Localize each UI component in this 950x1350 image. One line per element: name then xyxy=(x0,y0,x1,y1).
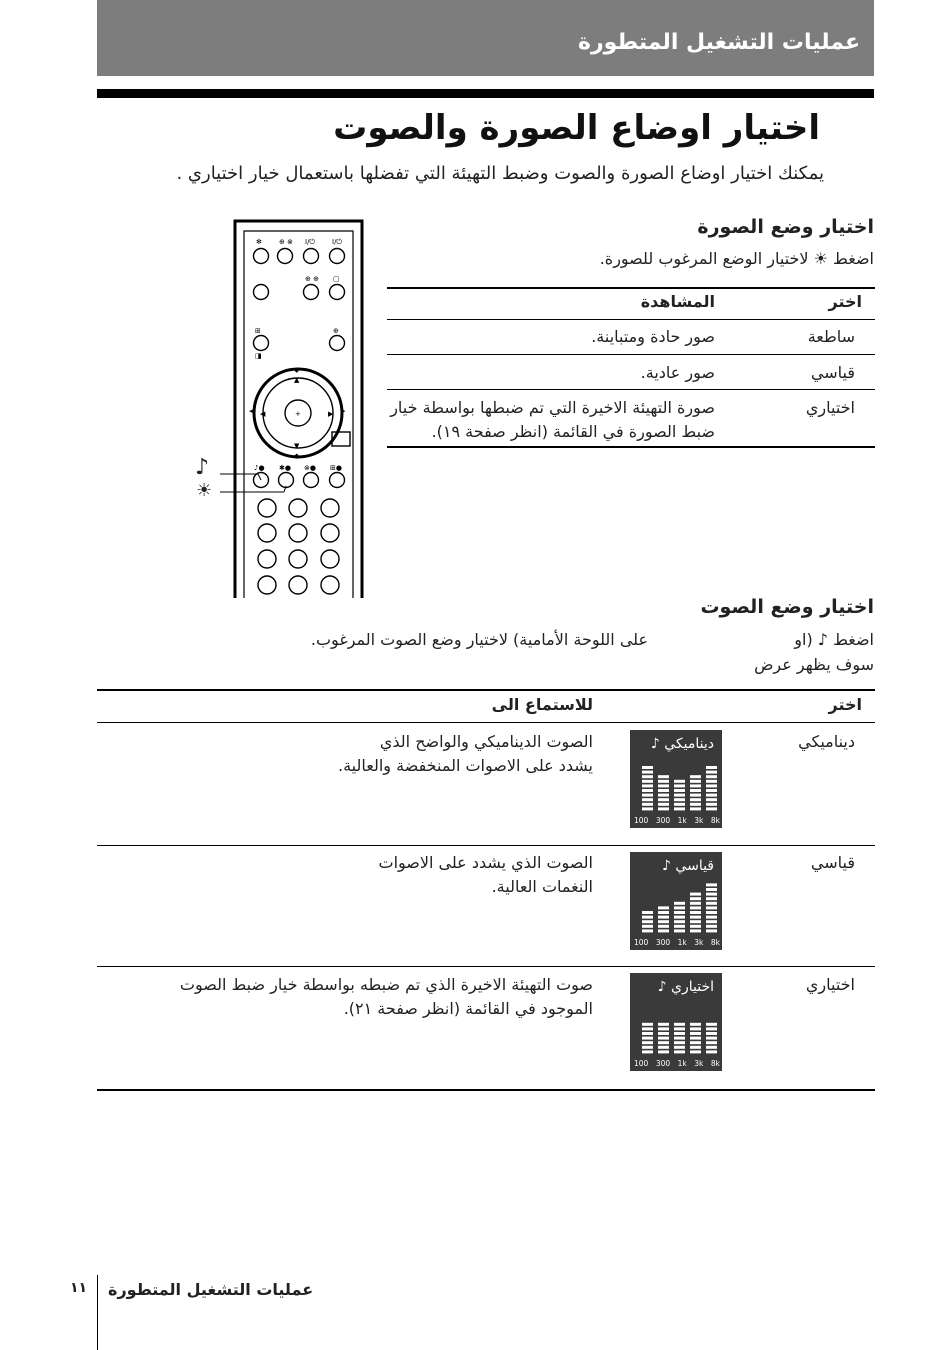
sound-instruction-press: اضغط ♪ (او xyxy=(794,630,874,649)
picture-section-title: اختيار وضع الصورة xyxy=(697,216,874,238)
eq-bar-segment xyxy=(674,1041,685,1044)
eq-bar-segment xyxy=(706,798,717,801)
picture-table-top-rule xyxy=(387,287,875,289)
eq-bar-segment xyxy=(706,771,717,774)
eq-bar-segment xyxy=(674,803,685,806)
eq-bar-segment xyxy=(642,775,653,778)
svg-text:⊕ ⊗: ⊕ ⊗ xyxy=(279,238,293,246)
eq-bar-segment xyxy=(658,780,669,783)
picture-row-mode: ساطعة xyxy=(807,327,855,346)
footer-section-title: عمليات التشغيل المتطورة xyxy=(108,1280,314,1299)
svg-text:▼: ▼ xyxy=(294,442,300,450)
eq-bar-segment xyxy=(674,1037,685,1040)
eq-freq-label: 1k xyxy=(677,938,687,947)
eq-bar-segment xyxy=(642,911,653,914)
svg-text:◆: ◆ xyxy=(294,366,300,374)
footer-divider xyxy=(97,1275,98,1350)
svg-text:✱●: ✱● xyxy=(279,464,291,472)
eq-bar-segment xyxy=(690,897,701,900)
eq-bar-segment xyxy=(642,1050,653,1053)
eq-bar-segment xyxy=(674,1046,685,1049)
eq-bar-segment xyxy=(642,1032,653,1035)
svg-text:⊞: ⊞ xyxy=(255,327,261,335)
eq-bar-segment xyxy=(674,920,685,923)
eq-freq-label: 300 xyxy=(655,1059,671,1068)
eq-bar-segment xyxy=(658,929,669,932)
svg-text:▸: ▸ xyxy=(342,407,346,415)
eq-bar-segment xyxy=(674,789,685,792)
eq-freq-label: 300 xyxy=(655,816,671,825)
picture-row-desc-line2: ضبط الصورة في القائمة (انظر صفحة ١٩). xyxy=(431,422,715,441)
svg-text:I/⏻: I/⏻ xyxy=(332,238,342,246)
eq-bar-segment xyxy=(706,1050,717,1053)
eq-bar-segment xyxy=(674,807,685,810)
eq-bar-segment xyxy=(706,784,717,787)
eq-bar-segment xyxy=(642,1041,653,1044)
svg-text:⊞●: ⊞● xyxy=(330,464,342,472)
picture-row-mode: قياسي xyxy=(810,363,855,382)
eq-bar-segment xyxy=(690,784,701,787)
eq-bar-segment xyxy=(658,784,669,787)
eq-frequency-labels xyxy=(634,816,720,825)
sound-section-title: اختيار وضع الصوت xyxy=(700,596,874,618)
sound-eq-display xyxy=(630,852,722,950)
eq-bar-segment xyxy=(706,893,717,896)
eq-bar-segment xyxy=(690,1027,701,1030)
eq-freq-label: 3k xyxy=(694,938,704,947)
eq-bar-segment xyxy=(706,789,717,792)
eq-bar-segment xyxy=(658,1037,669,1040)
eq-bar-segment xyxy=(658,906,669,909)
eq-bar-segment xyxy=(690,798,701,801)
eq-bar-segment xyxy=(706,775,717,778)
eq-bar-segment xyxy=(706,1023,717,1026)
sound-row-desc-line2: يشدد على الاصوات المنخفضة والعالية. xyxy=(338,756,593,775)
eq-bar-segment xyxy=(690,911,701,914)
picture-col-select: اختر xyxy=(828,292,862,311)
svg-text:◆: ◆ xyxy=(294,452,300,460)
eq-freq-label: 1k xyxy=(677,816,687,825)
eq-bar-segment xyxy=(690,925,701,928)
eq-bars xyxy=(630,973,722,1071)
eq-bar-segment xyxy=(706,803,717,806)
sound-eq-display xyxy=(630,973,722,1071)
eq-freq-label: 100 xyxy=(634,816,649,825)
eq-bar-segment xyxy=(642,789,653,792)
sound-col-select: اختر xyxy=(828,695,862,714)
eq-bar-segment xyxy=(706,1027,717,1030)
eq-bar-segment xyxy=(642,803,653,806)
svg-text:⊕: ⊕ xyxy=(333,327,339,335)
sound-instruction-display: سوف يظهر عرض xyxy=(754,655,874,674)
eq-bar-segment xyxy=(690,929,701,932)
sound-table-top-rule xyxy=(97,689,875,691)
eq-bar-segment xyxy=(658,1041,669,1044)
eq-bar-segment xyxy=(642,1037,653,1040)
svg-text:I/⏻: I/⏻ xyxy=(305,238,315,246)
picture-col-view: المشاهدة xyxy=(640,292,715,311)
eq-bar-segment xyxy=(642,929,653,932)
eq-bar-segment xyxy=(706,766,717,769)
eq-bar-segment xyxy=(706,888,717,891)
eq-bar-segment xyxy=(674,929,685,932)
page-number: ١١ xyxy=(70,1280,88,1296)
eq-bar-segment xyxy=(658,775,669,778)
eq-bar-segment xyxy=(690,780,701,783)
eq-display-label: ديناميكي ♪ xyxy=(650,736,714,752)
sound-row-desc-line1: صوت التهيئة الاخيرة الذي تم ضبطه بواسطة خيار ضبط الصوت xyxy=(179,975,593,994)
eq-bars xyxy=(630,852,722,950)
eq-bar-segment xyxy=(658,789,669,792)
eq-bar-segment xyxy=(674,780,685,783)
eq-frequency-labels xyxy=(634,938,720,947)
eq-bar-segment xyxy=(690,794,701,797)
eq-freq-label: 100 xyxy=(634,1059,649,1068)
eq-freq-label: 8k xyxy=(710,1059,720,1068)
title-rule xyxy=(97,89,874,98)
svg-text:⊕ ⊕: ⊕ ⊕ xyxy=(305,275,319,283)
section-header-title: عمليات التشغيل المتطورة xyxy=(577,30,860,55)
eq-bar-segment xyxy=(706,897,717,900)
eq-bar-segment xyxy=(706,916,717,919)
eq-bar-segment xyxy=(706,883,717,886)
eq-bar-segment xyxy=(658,920,669,923)
picture-row-desc: صور حادة ومتباينة. xyxy=(591,327,715,346)
eq-bar-segment xyxy=(674,798,685,801)
sound-eq-display xyxy=(630,730,722,828)
eq-bar-segment xyxy=(706,1046,717,1049)
eq-bar-segment xyxy=(706,925,717,928)
eq-bar-segment xyxy=(642,1046,653,1049)
eq-bar-segment xyxy=(706,920,717,923)
eq-bar-segment xyxy=(690,906,701,909)
eq-bar-segment xyxy=(690,1032,701,1035)
sound-table-rule xyxy=(97,845,875,846)
picture-row-desc-line1: صورة التهيئة الاخيرة التي تم ضبطها بواسطة خيار xyxy=(390,398,715,417)
sound-row-mode: اختياري xyxy=(805,975,855,994)
eq-bar-segment xyxy=(690,1050,701,1053)
eq-bar-segment xyxy=(690,789,701,792)
eq-bar-segment xyxy=(674,911,685,914)
eq-bar-segment xyxy=(658,798,669,801)
picture-row-desc: صور عادية. xyxy=(640,363,715,382)
eq-bar-segment xyxy=(690,803,701,806)
svg-text:♪●: ♪● xyxy=(254,464,265,472)
intro-text: يمكنك اختيار اوضاع الصورة والصوت وضبط التهيئة التي تفضلها باستعمال خيار اختياري . xyxy=(176,163,824,184)
eq-bar-segment xyxy=(658,807,669,810)
eq-bar-segment xyxy=(658,803,669,806)
eq-bar-segment xyxy=(642,771,653,774)
svg-text:◀: ◀ xyxy=(260,410,266,418)
eq-freq-label: 1k xyxy=(677,1059,687,1068)
eq-bar-segment xyxy=(674,1050,685,1053)
picture-table-rule xyxy=(387,354,875,355)
eq-bar-segment xyxy=(658,794,669,797)
eq-bar-segment xyxy=(706,1032,717,1035)
eq-bar-segment xyxy=(674,1023,685,1026)
sound-row-desc-line1: الصوت الذي يشدد على الاصوات xyxy=(378,853,593,872)
eq-bar-segment xyxy=(690,775,701,778)
eq-bar-segment xyxy=(642,807,653,810)
eq-bar-segment xyxy=(706,794,717,797)
sound-table-rule xyxy=(97,966,875,967)
eq-bar-segment xyxy=(690,1041,701,1044)
eq-bar-segment xyxy=(706,780,717,783)
eq-bar-segment xyxy=(674,784,685,787)
eq-bar-segment xyxy=(658,911,669,914)
eq-bar-segment xyxy=(690,1046,701,1049)
eq-bar-segment xyxy=(690,807,701,810)
eq-bar-segment xyxy=(642,1027,653,1030)
eq-frequency-labels xyxy=(634,1059,720,1068)
eq-bar-segment xyxy=(706,929,717,932)
sound-row-desc-line2: الموجود في القائمة (انظر صفحة ٢١). xyxy=(343,999,593,1018)
svg-text:◂: ◂ xyxy=(249,407,253,415)
eq-bar-segment xyxy=(690,920,701,923)
eq-bar-segment xyxy=(642,794,653,797)
eq-bar-segment xyxy=(690,893,701,896)
eq-bar-segment xyxy=(658,1023,669,1026)
eq-freq-label: 100 xyxy=(634,938,649,947)
picture-instruction: اضغط ☀ لاختيار الوضع المرغوب للصورة. xyxy=(599,249,874,268)
svg-text:▢: ▢ xyxy=(333,275,340,283)
eq-bar-segment xyxy=(658,1032,669,1035)
eq-bar-segment xyxy=(642,916,653,919)
eq-bar-segment xyxy=(674,906,685,909)
eq-bar-segment xyxy=(642,780,653,783)
remote-control-illustration xyxy=(192,218,367,600)
svg-text:◨: ◨ xyxy=(255,352,262,360)
svg-text:+: + xyxy=(295,410,301,418)
picture-table-bottom-rule xyxy=(387,446,875,448)
eq-bar-segment xyxy=(658,916,669,919)
eq-bar-segment xyxy=(690,916,701,919)
eq-bar-segment xyxy=(642,766,653,769)
picture-row-mode: اختياري xyxy=(805,398,855,417)
eq-freq-label: 8k xyxy=(710,938,720,947)
sound-col-listen: للاستماع الى xyxy=(491,695,593,714)
eq-bar-segment xyxy=(674,902,685,905)
svg-text:⊗●: ⊗● xyxy=(304,464,316,472)
sound-row-desc-line1: الصوت الديناميكي والواضح الذي xyxy=(379,732,593,751)
eq-bar-segment xyxy=(674,1027,685,1030)
sun-icon: ☀ xyxy=(196,480,213,501)
svg-text:▶: ▶ xyxy=(328,410,334,418)
sound-table-rule xyxy=(97,722,875,723)
eq-freq-label: 3k xyxy=(694,1059,704,1068)
eq-display-label: اختياري ♪ xyxy=(657,979,714,995)
eq-freq-label: 8k xyxy=(710,816,720,825)
sound-row-mode: ديناميكي xyxy=(798,732,855,751)
sound-row-mode: قياسي xyxy=(810,853,855,872)
eq-bar-segment xyxy=(642,798,653,801)
eq-freq-label: 3k xyxy=(694,816,704,825)
eq-bar-segment xyxy=(642,920,653,923)
svg-text:▲: ▲ xyxy=(294,376,300,384)
eq-bar-segment xyxy=(658,1050,669,1053)
eq-bar-segment xyxy=(674,1032,685,1035)
page-title: اختيار اوضاع الصورة والصوت xyxy=(333,108,820,148)
eq-bar-segment xyxy=(642,1023,653,1026)
eq-bar-segment xyxy=(706,1037,717,1040)
eq-bar-segment xyxy=(642,784,653,787)
eq-bar-segment xyxy=(706,906,717,909)
eq-bar-segment xyxy=(674,925,685,928)
eq-display-label: قياسي ♪ xyxy=(662,858,714,874)
eq-bar-segment xyxy=(706,807,717,810)
picture-table-rule xyxy=(387,389,875,390)
eq-bar-segment xyxy=(706,902,717,905)
eq-bar-segment xyxy=(658,1027,669,1030)
eq-bar-segment xyxy=(690,1037,701,1040)
eq-bar-segment xyxy=(690,902,701,905)
eq-bar-segment xyxy=(690,1023,701,1026)
eq-bar-segment xyxy=(706,1041,717,1044)
eq-bar-segment xyxy=(674,794,685,797)
svg-text:✻: ✻ xyxy=(256,238,262,246)
section-header-band xyxy=(97,0,874,76)
eq-bars xyxy=(630,730,722,828)
sound-table-bottom-rule xyxy=(97,1089,875,1091)
eq-bar-segment xyxy=(658,925,669,928)
eq-bar-segment xyxy=(658,1046,669,1049)
eq-bar-segment xyxy=(674,916,685,919)
eq-bar-segment xyxy=(642,925,653,928)
eq-bar-segment xyxy=(706,911,717,914)
sound-row-desc-line2: النغمات العالية. xyxy=(491,877,593,896)
sound-instruction-front-panel: على اللوحة الأمامية) لاختيار وضع الصوت المرغوب. xyxy=(310,630,648,649)
eq-freq-label: 300 xyxy=(655,938,671,947)
picture-table-rule xyxy=(387,319,875,320)
music-note-icon: ♪ xyxy=(195,455,210,480)
